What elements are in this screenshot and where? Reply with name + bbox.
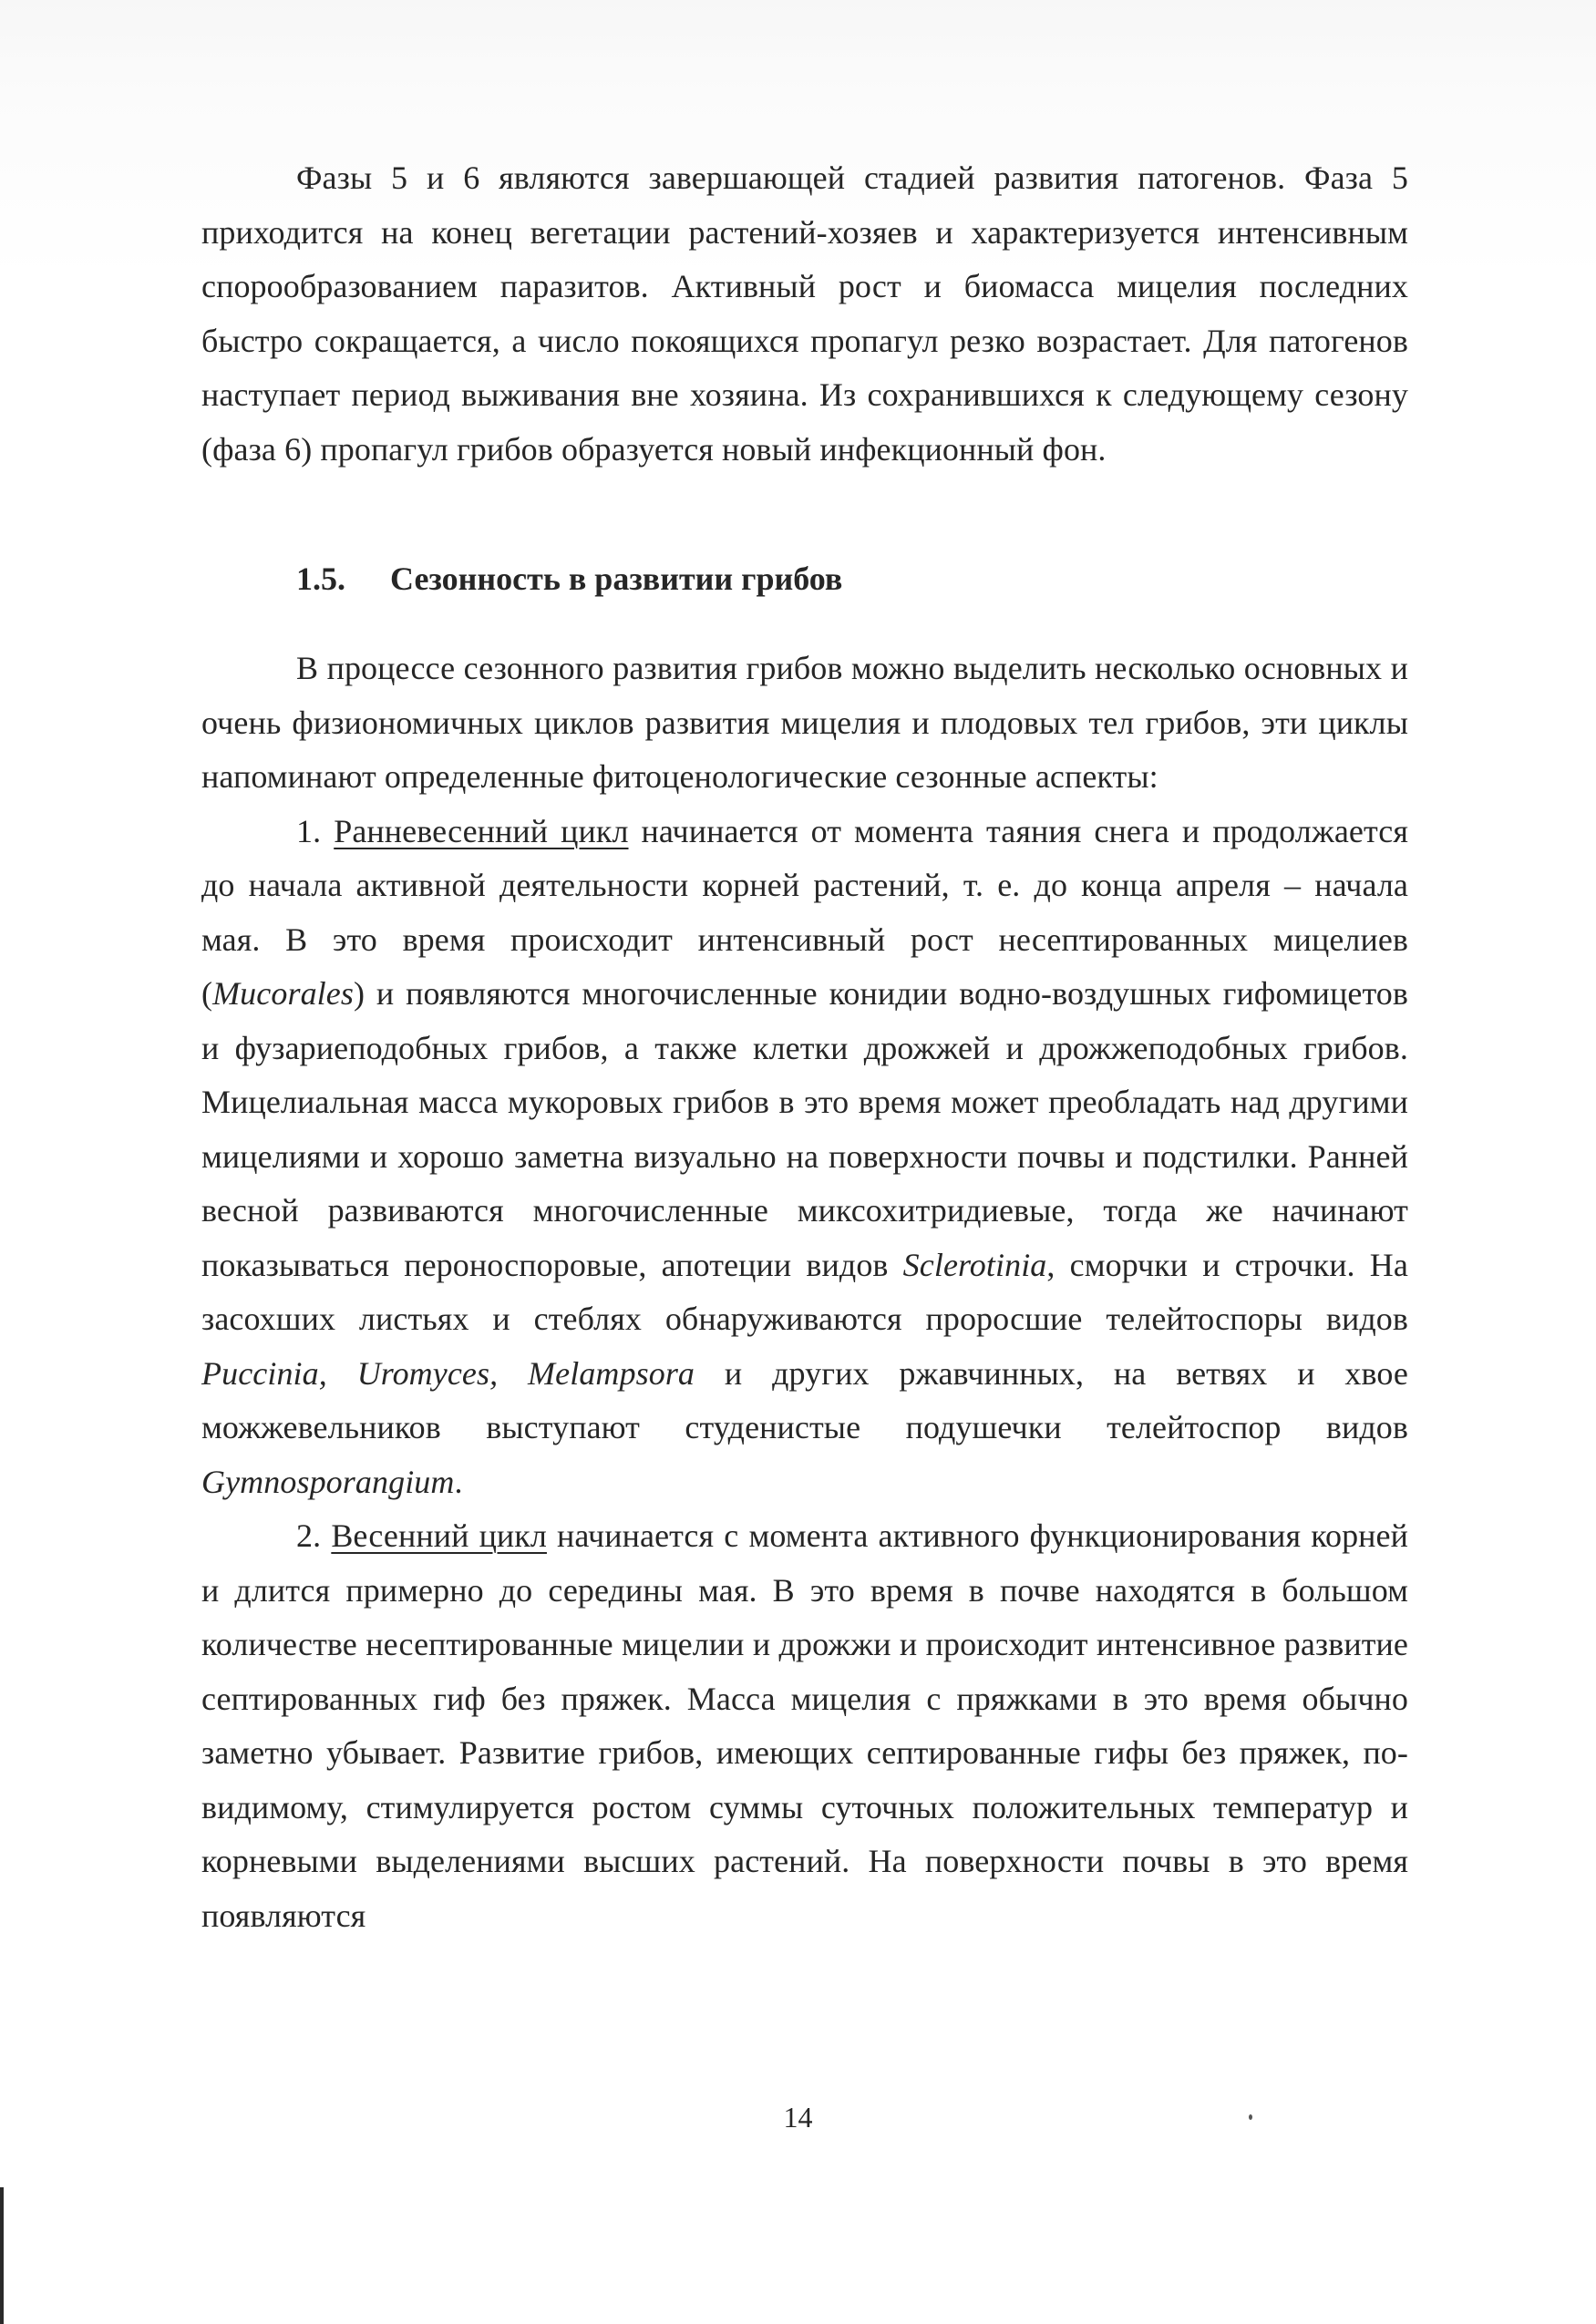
- section-intro-paragraph: В процессе сезонного развития грибов можно выделить несколько основных и очень физиономичных циклов развития мицелия и плодовых тел грибов, эти циклы напоминают определенные фитоценологические сезонные аспекты:: [201, 650, 1408, 795]
- scan-speck: [1249, 2114, 1252, 2120]
- taxon-rust-genera: Puccinia, Uromyces, Melampsora: [201, 1354, 695, 1392]
- page-number: 14: [783, 2101, 813, 2134]
- section-body: [201, 642, 1408, 1943]
- cycle1-text-2: ) и появляются многочисленные конидии водно-воздушных гифомицетов и фузариеподобных грибов, а также клетки дрожжей и дрожжеподобных грибов. Мицелиальная масса мукоровых грибов в это время может преобладать над другими мицелиями и хорошо заметна визуально на поверхности почвы и подстилки. Ранней весной развиваются многочисленные миксохитридиевые, тогда же начинают показываться пероноспоровые, апотеции видов: [201, 975, 1408, 1283]
- cycle2-term: Весенний цикл: [331, 1517, 547, 1554]
- cycle1-text-1: начинается от момента таяния снега и продолжается до начала активной деятельности корней растений, т. е. до конца апреля – начала мая. В это время происходит интенсивный рост несептированных мицелиев (: [201, 812, 1408, 1012]
- cycle1-number: 1.: [296, 812, 335, 849]
- cycle2-paragraph: [201, 1509, 1408, 1943]
- taxon-sclerotinia: Sclerotinia: [902, 1246, 1047, 1283]
- cycle1-text-3: , сморчки и строчки. На засохших листьях и стеблях обнаруживаются проросшие телейтоспоры видов: [201, 1246, 1408, 1337]
- cycle2-text: начинается с момента активного функционирования корней и длится примерно до середины мая. В это время в почве находятся в большом количестве несептированные мицелии и дрожжи и происходит интенсивное развитие септированных гиф без пряжек. Масса мицелия с пряжками в это время обычно заметно убывает. Развитие грибов, имеющих септированные гифы без пряжек, по-видимому, стимулируется ростом суммы суточных положительных температур и корневыми выделениями высших растений. На поверхности почвы в это время появляются: [201, 1517, 1408, 1934]
- cycle2-number: 2.: [296, 1517, 332, 1554]
- intro-block: [201, 151, 1408, 477]
- section-title: Сезонность в развитии грибов: [390, 560, 843, 597]
- taxon-mucorales: Mucorales: [212, 975, 354, 1012]
- intro-paragraph: Фазы 5 и 6 являются завершающей стадией развития патогенов. Фаза 5 приходится на конец вегетации растений-хозяев и характеризуется интенсивным спорообразованием паразитов. Активный рост и биомасса мицелия последних быстро сокращается, а число покоящихся пропагул резко возрастает. Для патогенов наступает период выживания вне хозяина. Из сохранившихся к следующему сезону (фаза 6) пропагул грибов образуется новый инфекционный фон.: [201, 159, 1408, 468]
- cycle1-term: Ранневесенний цикл: [334, 812, 629, 849]
- cycle1-paragraph: [201, 805, 1408, 1510]
- cycle1-text-5: .: [454, 1463, 463, 1500]
- scan-edge-mark: [0, 2187, 4, 2324]
- section-heading: [296, 552, 842, 607]
- cycle1-text-4: и других ржавчинных, на ветвях и хвое можжевельников выступают студенистые подушечки телейтоспор видов: [201, 1354, 1408, 1445]
- section-number: 1.5.: [296, 560, 345, 597]
- taxon-gymnosporangium: Gymnosporangium: [201, 1463, 455, 1500]
